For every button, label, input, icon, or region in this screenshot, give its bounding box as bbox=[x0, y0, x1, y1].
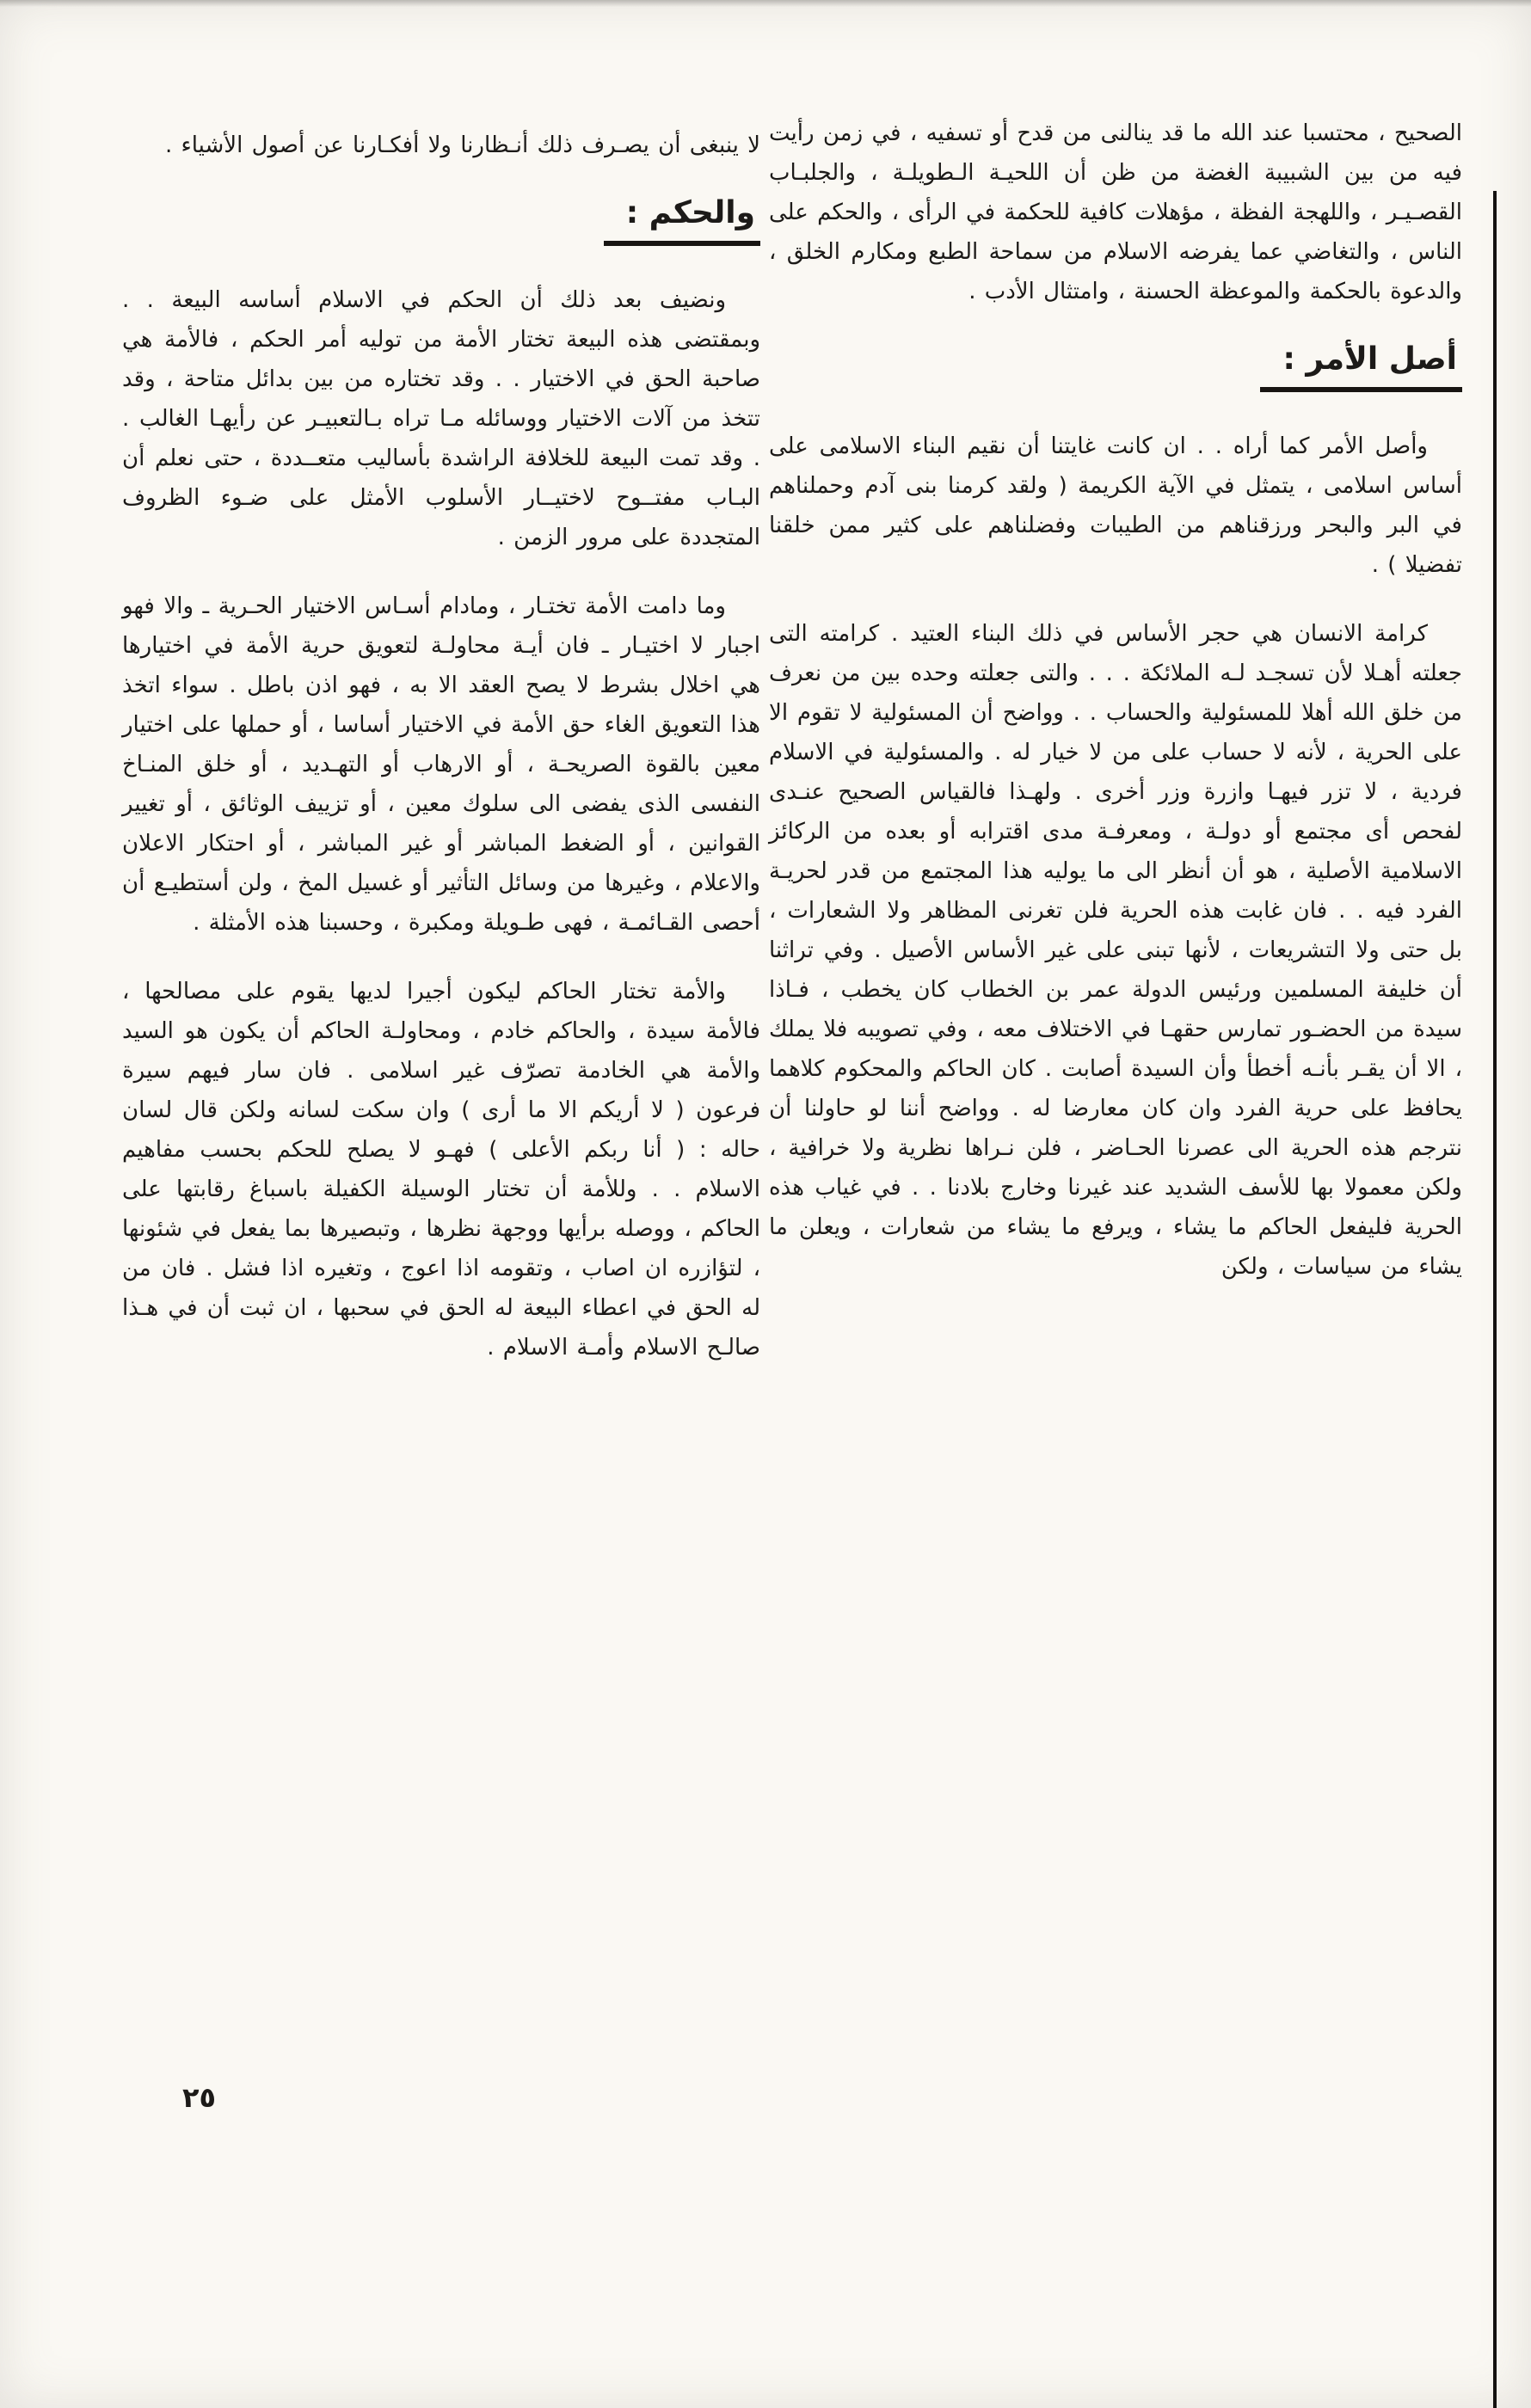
left-column bbox=[122, 126, 760, 1397]
paragraph: ونضيف بعد ذلك أن الحكم في الاسلام أساسه البيعة . . وبمقتضى هذه البيعة تختار الأمة من توليه أمر الحكم ، فالأمة هي صاحبة الحق في الاختيار . . وقد تختاره من بين بدائل متاحة ، وقد تتخذ من آلات الاختيار ووسائله مـا تراه بـالتعبيـر عن رأيهـا الغالب . . وقد تمت البيعة للخلافة الراشدة بأساليب متعــددة ، حتى نعلم أن البـاب مفتــوح لاختيــار الأسلوب الأمثل على ضـوء الظروف المتجددة على مرور الزمن . bbox=[122, 287, 760, 550]
paragraph: وأصل الأمر كما أراه . . ان كانت غايتنا أن نقيم البناء الاسلامى على أساس اسلامى ، يتمثل في الآية الكريمة ( ولقد كرمنا بنى آدم وحملناهم في البر والبحر ورزقناهم من الطيبات وفضلناهم على كثير ممن خلقنا تفضيلا ) . bbox=[769, 433, 1462, 578]
paragraph-continuation: الصحيح ، محتسبا عند الله ما قد ينالنى من قدح أو تسفيه ، في زمن رأيت فيه من بين الشبيبة الغضة من ظن أن اللحيـة الـطويلـة ، والجلبـاب القصـيـر ، واللهجة الفظة ، مؤهلات كافية للحكمة في الرأى ، والحكم على الناس ، والتغاضي عما يفرضه الاسلام من سماحة الطبع ومكارم الخلق ، والدعوة بالحكمة والموعظة الحسنة ، وامتثال الأدب . bbox=[769, 120, 1462, 304]
section-heading-text: والحكم : bbox=[604, 194, 760, 246]
page-number: ٢٥ bbox=[182, 2081, 217, 2114]
paragraph: وما دامت الأمة تختـار ، ومادام أسـاس الاختيار الحـرية ـ والا فهو اجبار لا اختيـار ـ فان أيـة محاولـة لتعويق حرية الأمة في اختيارها هي اخلال بشرط لا يصح العقد الا به ، فهو اذن باطل . سواء اتخذ هذا التعويق الغاء حق الأمة في الاختيار أساسا ، أو حملها على اختيار معين بالقوة الصريحـة ، أو الارهاب أو التهـديد ، أو خلق المنـاخ النفسى الذى يفضى الى سلوك معين ، أو تزييف الوثائق ، أو تغيير القوانين ، أو الضغط المباشر أو غير المباشر ، أو احتكار الاعلان والاعلام ، وغيرها من وسائل التأثير أو غسيل المخ ، ولن أستطيـع أن أحصى القـائمـة ، فهى طـويلة ومكبرة ، وحسبنا هذه الأمثلة . bbox=[122, 593, 760, 936]
page-edge-scan-line bbox=[1493, 191, 1497, 2408]
right-column bbox=[769, 114, 1462, 1316]
section-heading-asl-al-amr bbox=[769, 341, 1462, 392]
section-heading-al-hukm bbox=[122, 194, 760, 246]
section-heading-text: أصل الأمر : bbox=[1260, 341, 1462, 392]
paragraph: والأمة تختار الحاكم ليكون أجيرا لديها يقوم على مصالحها ، فالأمة سيدة ، والحاكم خادم ، ومحاولـة الحاكم أن يكون هو السيد والأمة هي الخادمة تصرّف غير اسلامى . فان سار فيهم سيرة فرعون ( لا أريكم الا ما أرى ) وان سكت لسانه ولكن قال لسان حاله : ( أنا ربكم الأعلى ) فهـو لا يصلح للحكم بحسب مفاهيم الاسلام . . وللأمة أن تختار الوسيلة الكفيلة باسباغ رقابتها على الحاكم ، ووصله برأيها ووجهة نظرها ، وتبصيرها بما يفعل في شئونها ، لتؤازره ان اصاب ، وتقومه اذا اعوج ، وتغيره اذا فشل . فان من له الحق في اعطاء البيعة له الحق في سحبها ، ان ثبت أن في هـذا صالـح الاسلام وأمـة الاسلام . bbox=[122, 979, 760, 1361]
paragraph-continuation: لا ينبغى أن يصـرف ذلك أنـظارنا ولا أفكـارنا عن أصول الأشياء . bbox=[164, 132, 760, 158]
paragraph: كرامة الانسان هي حجر الأساس في ذلك البناء العتيد . كرامته التى جعلته أهـلا لأن تسجـد لـه الملائكة . . . والتى جعلته وحده بين من نعرف من خلق الله أهلا للمسئولية والحساب . . وواضح أن المسئولية لا تقوم الا على الحرية ، لأنه لا حساب على من لا خيار له . والمسئولية في الاسلام فردية ، لا تزر فيهـا وازرة وزر أخرى . ولهـذا فالقياس الصحيح عنـدى لفحص أى مجتمع أو دولـة ، ومعرفـة مدى اقترابه أو بعده من الركائز الاسلامية الأصلية ، هو أن أنظر الى ما يوليه هذا المجتمع من قدر لحريـة الفرد فيه . . فان غابت هذه الحرية فلن تغرنى المظاهر ولا الشعارات ، بل حتى ولا التشريعات ، لأنها تبنى على غير الأساس الأصيل . وفي تراثنا أن خليفة المسلمين ورئيس الدولة عمر بن الخطاب كان يخطب ، فـاذا سيدة من الحضـور تمارس حقهـا في الاختلاف معه ، وفي تصويبه فلا يملك ، الا أن يقـر بأنـه أخطأ وأن السيدة أصابت . كان الحاكم والمحكوم كلاهما يحافظ على حرية الفرد وان كان معارضا له . وواضح أننا لو حاولنا أن نترجم هذه الحرية الى عصرنا الحـاضر ، فلن نـراها نظرية ولا خرافية ، ولكن معمولا بها للأسف الشديد عند غيرنا وخارج بلادنا . . في غياب هذه الحرية فليفعل الحاكم ما يشاء ، ويرفع ما يشاء من شعارات ، ويعلن ما يشاء من سياسات ، ولكن bbox=[769, 621, 1462, 1280]
